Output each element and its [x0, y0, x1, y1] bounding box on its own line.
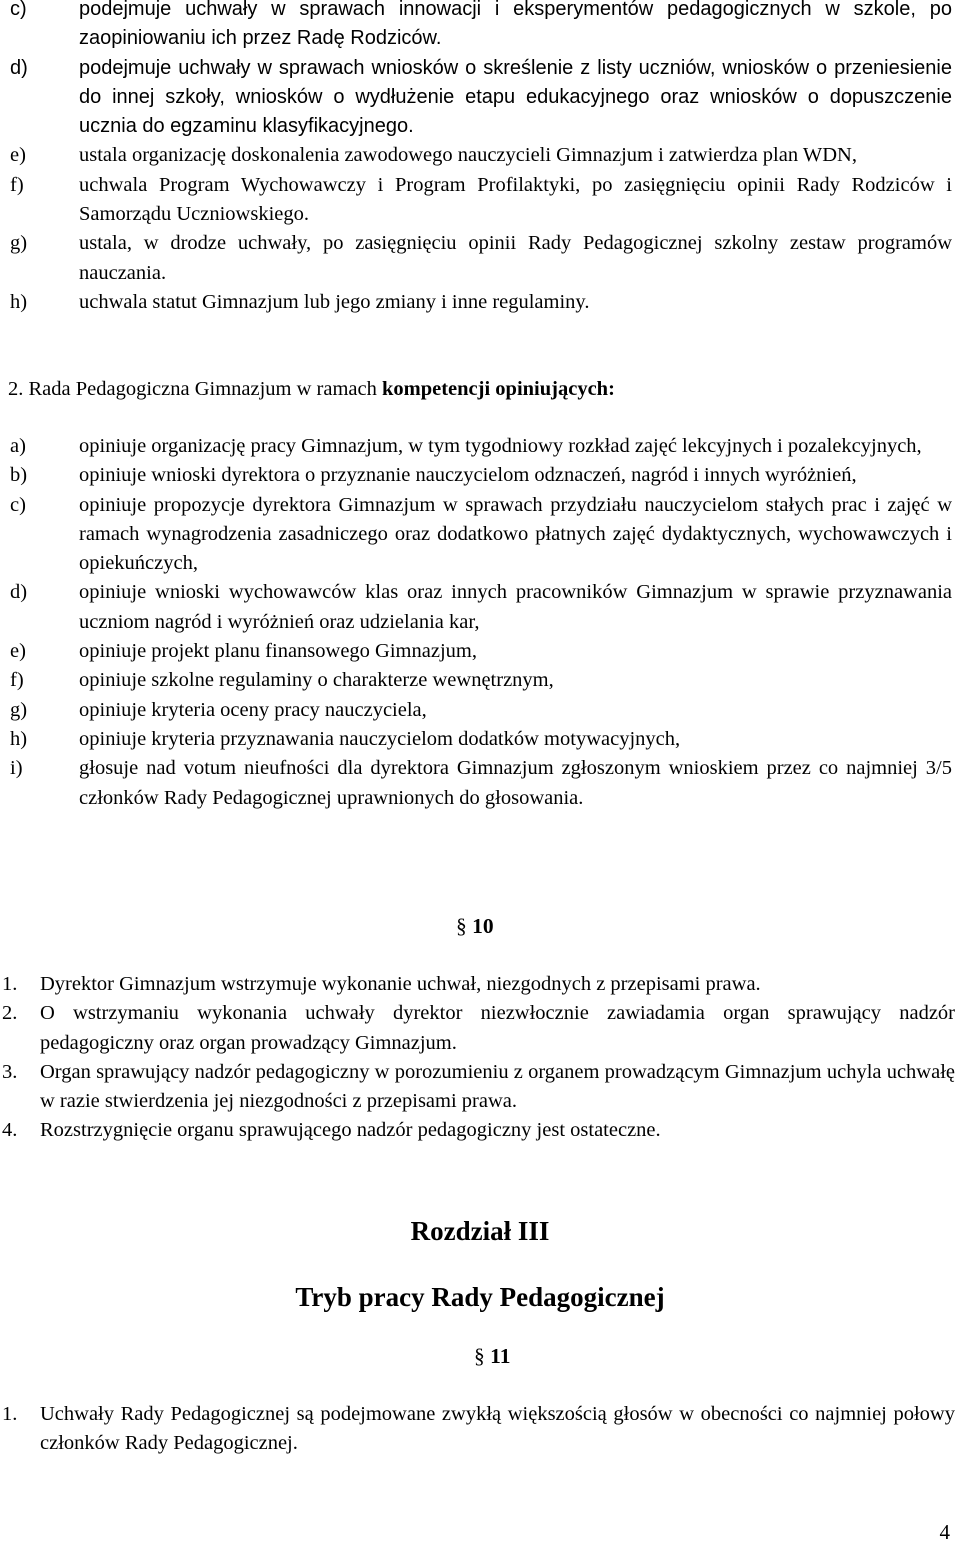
page-number: 4 [939, 1520, 950, 1544]
section-sign: § [474, 1344, 485, 1368]
list-marker: g) [10, 232, 28, 255]
list-marker: h) [10, 290, 28, 313]
list-item-text: ustala organizację doskonalenia zawodowego nauczycieli Gimnazjum i zatwierdza plan WDN, [79, 144, 857, 167]
list-item [0, 1400, 955, 1459]
list-item-text: podejmuje uchwały w sprawach innowacji i eksperymentów pedagogicznych w szkole, po zaopiniowaniu ich przez Radę Rodziców. [79, 0, 952, 50]
list-item [0, 970, 955, 999]
list-item-text: Uchwały Rady Pedagogicznej są podejmowane zwykłą większością głosów w obecności co najmniej połowy członków Rady Pedagogicznej. [40, 1403, 955, 1455]
section-2-bold: kompetencji opiniujących: [382, 378, 615, 400]
section-2-lead: 2. Rada Pedagogiczna Gimnazjum w ramach [8, 378, 382, 400]
list-item-text: opiniuje propozycje dyrektora Gimnazjum w sprawach przydziału nauczycielom stałych prac i zajęć w ramach wynagrodzenia zasadniczego oraz dodatkowo płatnych zajęć dydaktycznych, wychowawczych i opiekuńczych, [79, 493, 952, 575]
list-item [0, 491, 952, 579]
list-item-d [0, 54, 952, 142]
paragraph-11-heading [474, 1342, 534, 1371]
list-marker: i) [10, 757, 23, 780]
list-item [0, 578, 952, 637]
list-marker: g) [10, 698, 28, 721]
paragraph-10-list [0, 970, 955, 1146]
list-item-text: opiniuje wnioski dyrektora o przyznanie nauczycielom odznaczeń, nagród i innych wyróżnień, [79, 464, 857, 487]
list-item-text: O wstrzymaniu wykonania uchwały dyrektor niezwłocznie zawiadamia organ sprawujący nadzór pedagogiczny oraz organ prowadzący Gimnazjum. [40, 1002, 955, 1054]
section-sign: § [456, 914, 467, 938]
chapter-subtitle: Tryb pracy Rady Pedagogicznej [295, 1282, 665, 1312]
list-item-text: ustala, w drodze uchwały, po zasięgnięciu opinii Rady Pedagogicznej szkolny zestaw programów nauczania. [79, 232, 952, 284]
list-marker: 2. [2, 1002, 18, 1025]
paragraph-number: 11 [490, 1344, 511, 1368]
list-item [0, 666, 952, 695]
list-item-text: opiniuje kryteria przyznawania nauczycielom dodatków motywacyjnych, [79, 727, 681, 750]
list-marker: f) [10, 173, 24, 196]
section-2-heading [8, 375, 953, 404]
paragraph-number: 10 [472, 914, 494, 938]
list-marker: d) [10, 56, 28, 79]
list-marker: c) [10, 493, 26, 516]
list-item-g [0, 229, 952, 288]
list-item [0, 754, 952, 813]
list-item-text: Organ sprawujący nadzór pedagogiczny w porozumieniu z organem prowadzącym Gimnazjum uchyla uchwałę w razie stwierdzenia jej niezgodności z przepisami prawa. [40, 1060, 955, 1113]
list-item [0, 1058, 955, 1117]
list-marker: 1. [2, 973, 18, 995]
list-item-text: uchwala statut Gimnazjum lub jego zmiany i inne regulaminy. [79, 290, 590, 313]
list-item [0, 696, 952, 725]
list-item [0, 432, 952, 461]
list-marker: b) [10, 464, 28, 487]
list-marker: h) [10, 727, 28, 750]
list-item-text: opiniuje organizację pracy Gimnazjum, w tym tygodniowy rozkład zajęć lekcyjnych i pozalekcyjnych, [79, 435, 922, 457]
list-marker: e) [10, 640, 26, 663]
list-item [0, 637, 952, 666]
list-item-text: głosuje nad votum nieufności dla dyrektora Gimnazjum zgłoszonym wnioskiem przez co najmniej 3/5 członków Rady Pedagogicznej uprawnionych do głosowania. [79, 757, 952, 809]
list-item-f [0, 171, 952, 230]
paragraph-10-heading [456, 912, 516, 941]
list-marker: 3. [2, 1060, 18, 1083]
list-marker: f) [10, 669, 24, 692]
list-item-text: Dyrektor Gimnazjum wstrzymuje wykonanie uchwał, niezgodnych z przepisami prawa. [40, 973, 761, 995]
list-item-e [0, 141, 952, 170]
list-item-text: opiniuje projekt planu finansowego Gimnazjum, [79, 640, 477, 663]
list-item-c [0, 0, 952, 54]
list-marker: d) [10, 581, 28, 604]
list-marker: c) [10, 0, 27, 20]
paragraph-11-list [0, 1400, 955, 1459]
list-marker: e) [10, 144, 26, 167]
list-item-text: Rozstrzygnięcie organu sprawującego nadzór pedagogiczny jest ostateczne. [40, 1119, 661, 1142]
list-item [0, 1116, 955, 1145]
list-item [0, 725, 952, 754]
competence-list-decisions [0, 0, 952, 317]
list-item-text: podejmuje uchwały w sprawach wniosków o skreślenie z listy uczniów, wniosków o przeniesienie do innej szkoły, wniosków o wydłużenie etapu edukacyjnego oraz wniosków o dopuszczenie ucznia do egzaminu klasyfikacyjnego. [79, 56, 952, 138]
list-marker: 1. [2, 1403, 18, 1425]
list-marker: a) [10, 435, 26, 457]
list-marker: 4. [2, 1119, 18, 1142]
list-item [0, 999, 955, 1058]
list-item-h [0, 288, 952, 317]
chapter-title: Rozdział III [410, 1216, 550, 1246]
list-item-text: uchwala Program Wychowawczy i Program Profilaktyki, po zasięgnięciu opinii Rady Rodziców i Samorządu Uczniowskiego. [79, 173, 952, 226]
list-item-text: opiniuje wnioski wychowawców klas oraz innych pracowników Gimnazjum w sprawie przyznawania uczniom nagród i wyróżnień oraz udzielania kar, [79, 581, 952, 633]
list-item-text: opiniuje kryteria oceny pracy nauczyciela, [79, 698, 427, 721]
competence-list-opinions [0, 432, 952, 813]
list-item-text: opiniuje szkolne regulaminy o charakterze wewnętrznym, [79, 669, 554, 692]
list-item [0, 461, 952, 490]
